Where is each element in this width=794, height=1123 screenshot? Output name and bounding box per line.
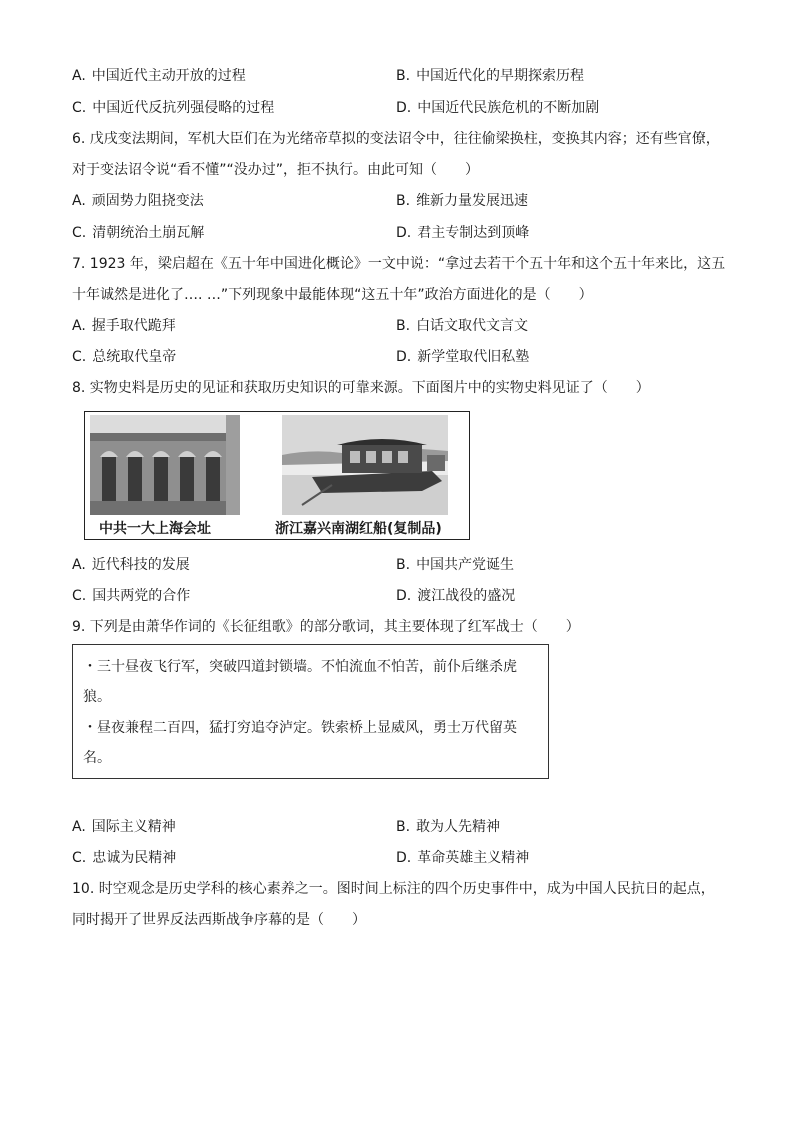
q7-option-d: D. 新学堂取代旧私塾 — [396, 349, 530, 365]
lyric-1-line-b: 狼。 — [83, 689, 111, 705]
red-boat-photo — [282, 415, 448, 515]
q9-option-d: D. 革命英雄主义精神 — [396, 850, 530, 866]
q9-option-c: C. 忠诚为民精神 — [72, 850, 177, 866]
q8-option-a: A. 近代科技的发展 — [72, 557, 190, 573]
q6-option-b: B. 维新力量发展迅速 — [396, 193, 529, 209]
q6-option-a: A. 顽固势力阻挠变法 — [72, 193, 204, 209]
q10-stem-line1: 10. 时空观念是历史学科的核心素养之一。图时间上标注的四个历史事件中，成为中国人民抗日的起点， — [72, 881, 715, 897]
q9-stem-line1: 9. 下列是由萧华作词的《长征组歌》的部分歌词，其主要体现了红军战士（ ） — [72, 619, 580, 635]
q7-stem-line2: 十年诚然是进化了…. …”下列现象中最能体现“这五十年”政治方面进化的是（ ） — [72, 287, 593, 303]
q8-option-c: C. 国共两党的合作 — [72, 588, 191, 604]
q6-stem-line2: 对于变法诏令说“看不懂”“没办过”，拒不执行。由此可知（ ） — [72, 162, 480, 178]
caption-shanghai-site: 中共一大上海会址 — [99, 521, 211, 537]
q6-option-c: C. 清朝统治土崩瓦解 — [72, 225, 205, 241]
red-boat-illustration — [282, 415, 448, 515]
q7-stem-line1: 7. 1923 年，梁启超在《五十年中国进化概论》一文中说：“拿过去若干个五十年和这个五十年来比，这五 — [72, 256, 726, 272]
historical-photos-figure — [84, 411, 470, 540]
q7-option-a: A. 握手取代跪拜 — [72, 318, 176, 334]
q5-option-a: A. 中国近代主动开放的过程 — [72, 68, 246, 84]
q8-option-d: D. 渡江战役的盛况 — [396, 588, 516, 604]
q7-option-b: B. 白话文取代文言文 — [396, 318, 529, 334]
caption-red-boat: 浙江嘉兴南湖红船(复制品) — [275, 521, 442, 537]
q5-option-c: C. 中国近代反抗列强侵略的过程 — [72, 100, 275, 116]
q9-option-a: A. 国际主义精神 — [72, 819, 176, 835]
q7-option-c: C. 总统取代皇帝 — [72, 349, 177, 365]
q5-option-d: D. 中国近代民族危机的不断加剧 — [396, 100, 600, 116]
q6-option-d: D. 君主专制达到顶峰 — [396, 225, 530, 241]
q8-stem-line1: 8. 实物史料是历史的见证和获取历史知识的可靠来源。下面图片中的实物史料见证了（ ） — [72, 380, 650, 396]
q10-stem-line2: 同时揭开了世界反法西斯战争序幕的是（ ） — [72, 912, 366, 928]
shanghai-building-illustration — [90, 415, 240, 515]
q5-option-b: B. 中国近代化的早期探索历程 — [396, 68, 585, 84]
q6-stem-line1: 6. 戊戌变法期间，军机大臣们在为光绪帝草拟的变法诏令中，往往偷梁换柱，变换其内容；还有些官僚， — [72, 131, 720, 147]
lyrics-box — [72, 644, 549, 779]
lyric-2-line-a: ・昼夜兼程二百四，猛打穷追夺泸定。铁索桥上显威风，勇士万代留英 — [83, 720, 517, 736]
q9-option-b: B. 敢为人先精神 — [396, 819, 501, 835]
lyric-2-line-b: 名。 — [83, 750, 111, 766]
lyric-1-line-a: ・三十昼夜飞行军，突破四道封锁墙。不怕流血不怕苦，前仆后继杀虎 — [83, 659, 517, 675]
shanghai-site-photo — [90, 415, 240, 515]
q8-option-b: B. 中国共产党诞生 — [396, 557, 515, 573]
